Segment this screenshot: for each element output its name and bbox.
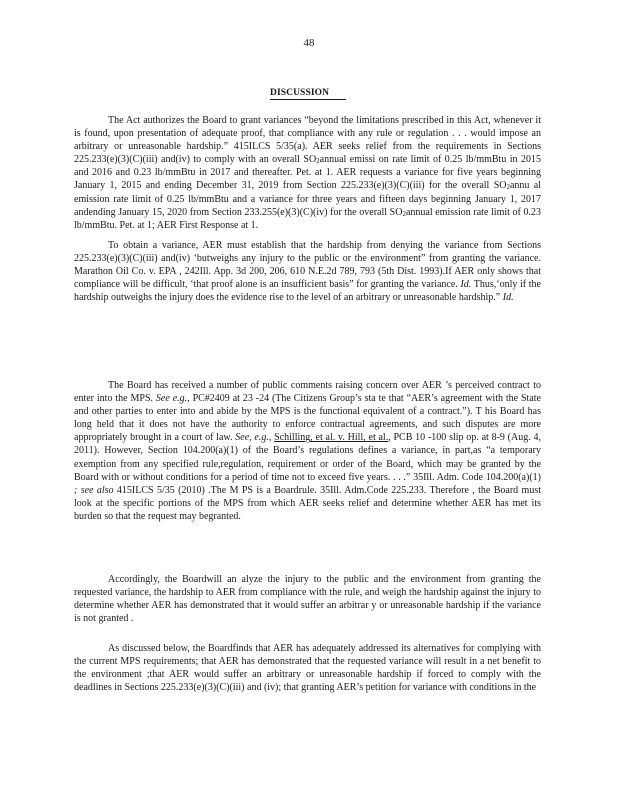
paragraph-variance-request [74, 114, 541, 232]
page-number: 48 [303, 37, 315, 49]
paragraph-text: annu al emission rate limit of 0.25 lb/mmBtu and a variance for three years and fifteen days beginning January 1, 2017 andending January 15, 2020 from Section 233.255(e)(3)(C)(iv) for the overall SO [74, 180, 542, 218]
citation-signal: ; see also [74, 484, 114, 496]
citation-id: Id. [460, 279, 472, 291]
subscript: 2 [402, 209, 406, 218]
citation-signal: See, e.g., [235, 432, 272, 444]
paragraph-text: Accordingly, the Boardwill an alyze the injury to the public and the environment from granting the requested variance, the hardship to AER from compliance with the rule, and weigh the hardship against the injury to determine whether AER has demonstrated that it would suffer an arbitrar y or unreasonable hardship if the variance is not granted . [74, 574, 541, 625]
paragraph-text: The Act authorizes the Board to grant variances “beyond the limitations prescribed in this Act, whenever it is found, upon presentation of adequate proof, that compliance with any rule or regulation . . . would impose an arbitrary or unreasonable hardship.” 415ILCS 5/35(a). AER seeks relief from the requirements in Sections 225.233(e)(3)(C)(iii) and(iv) to comply with an overall SO [74, 115, 541, 166]
paragraph-analysis-approach [74, 573, 541, 625]
paragraph-text: 415ILCS 5/35 (2010) .The M PS is a Boardrule. 35Ill. Adm.Code 225.233. Therefore , the Board must look at the specific portions of the MPS from which AER seeks relief and determine whether AER has met its burden so that the request may begranted. [74, 484, 542, 522]
paragraph-board-findings [74, 642, 541, 694]
subscript: 2 [316, 157, 320, 166]
paragraph-text: Thus,‘only if the hardship outweighs the injury does the evidence rise to the level of an arbitrary or unreasonable hardship.” [74, 279, 541, 304]
paragraph-public-comments [74, 379, 541, 523]
paragraph-text: annual emission rate limit of 0.23 lb/mmBtu. Pet. at 1; AER First Response at 1. [74, 206, 542, 231]
paragraph-text: The Board has received a number of public comments raising concern over AER ’s perceived contract to enter into the MPS. [74, 380, 541, 405]
citation-signal: See e.g. [155, 393, 188, 405]
case-name: Schilling, et al. v. Hill, et al. [274, 432, 389, 444]
paragraph-text: , PC#2409 at 23 -24 (The Citizens Group’s sta te that “AER’s agreement with the State and other parties to enter into and abide by the MPS is the functional equivalent of a contract.”). T his Board has long held that it does not have the authority to enforce contractual agreements, and such disputes are more appropriately brought in a court of law. [74, 393, 541, 444]
paragraph-text: To obtain a variance, AER must establish that the hardship from denying the variance from Sections 225.233(e)(3)(C)(iii) and(iv) ‘butweighs any injury to the public or the environment” from granting the variance. Marathon Oil Co. v. EPA , 242Ill. App. 3d 200, 206, 610 N.E.2d 789, 793 (5th Dist. 1993).If AER only shows that compliance will be difficult, ‘that proof alone is an insufficient basis” for granting the variance. [74, 240, 541, 291]
section-heading: DISCUSSION [270, 88, 346, 100]
citation-id: Id. [502, 292, 514, 304]
paragraph-burden-standard [74, 239, 541, 304]
subscript: 2 [506, 183, 510, 192]
paragraph-text: annual emissi on rate limit of 0.25 lb/mmBtu in 2015 and 2016 and 0.23 lb/mmBtu in 2017 and thereafter. Pet. at 1. AER requests a variance for five years beginning January 1, 2015 and ending December 31, 2019 from Section 225.233(e)(3)(C)(iii) for the overall SO [74, 154, 541, 192]
paragraph-text: , PCB 10 -100 slip op. at 8-9 (Aug. 4, 2011). However, Section 104.200(a)(1) of the Board’s regulations defines a variance, in part,as “a temporary exemption from any specified rule,regulation, requirement or order of the Board, which may be granted by the Board with or without conditions for a period of time not to exceed five years. . . .” 35Ill. Adm. Code 104.200(a)(1) [74, 432, 542, 483]
paragraph-text: As discussed below, the Boardfinds that AER has adequately addressed its alternatives for complying with the current MPS requirements; that AER has demonstrated that the requested variance will result in a net benefit to the environment ;that AER would suffer an arbitrary or unreasonable hardship if forced to comply with the deadlines in Sections 225.233(e)(3)(C)(iii) and (iv); that granting AER’s petition for variance with conditions in the [74, 643, 541, 694]
